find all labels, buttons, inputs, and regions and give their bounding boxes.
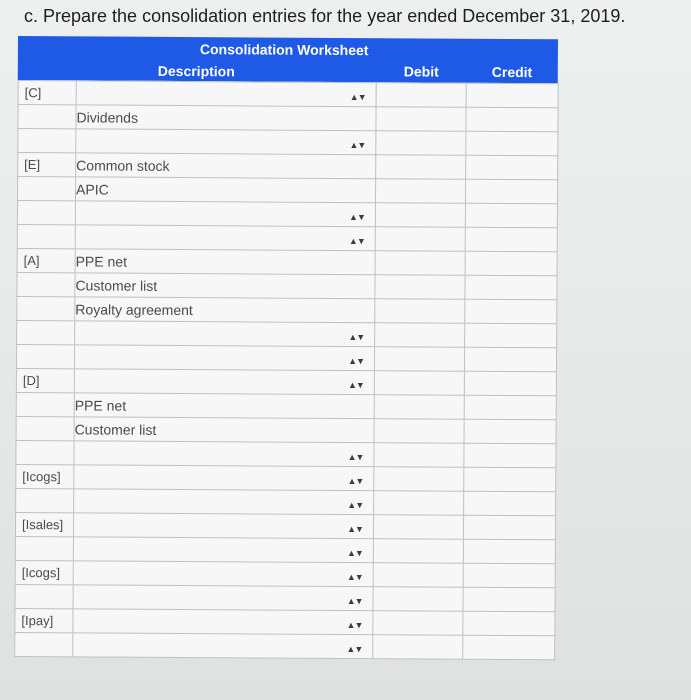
table-row [16,464,556,491]
credit-input[interactable] [464,347,556,372]
account-description: Dividends [76,105,376,131]
credit-input[interactable] [465,299,557,324]
table-row [17,248,557,275]
debit-input[interactable] [374,371,464,396]
table-row [17,177,557,204]
credit-input[interactable] [465,275,557,300]
credit-input[interactable] [464,467,556,492]
entry-label [17,200,75,224]
credit-input[interactable] [466,83,558,108]
credit-input[interactable] [464,395,556,420]
dropdown-arrow-icon: ▲▼ [346,571,363,582]
table-row [17,200,557,227]
dropdown-arrow-icon: ▲▼ [348,355,365,366]
credit-input[interactable] [464,371,556,396]
entry-label: [Ipay] [15,608,73,632]
entry-label [18,129,76,153]
dropdown-arrow-icon: ▲▼ [349,139,366,150]
account-select[interactable] [75,225,375,251]
dropdown-arrow-icon: ▲▼ [347,475,364,486]
entry-label [16,440,74,464]
entry-label: [C] [18,81,76,105]
entry-label [15,584,73,608]
table-row [18,105,558,132]
entry-label [15,632,73,656]
table-row [16,488,556,515]
credit-input[interactable] [465,323,557,348]
debit-input[interactable] [375,323,465,348]
table-row [16,440,556,467]
table-row [16,416,556,443]
debit-input[interactable] [374,347,464,372]
dropdown-arrow-icon: ▲▼ [346,619,363,630]
credit-input[interactable] [463,611,555,636]
debit-input[interactable] [374,395,464,420]
credit-input[interactable] [465,227,557,252]
account-select[interactable] [74,465,374,491]
credit-input[interactable] [463,563,555,588]
table-row [15,608,555,635]
table-row [17,320,557,347]
account-select[interactable] [73,513,373,539]
debit-column-header: Debit [403,63,439,80]
dropdown-arrow-icon: ▲▼ [348,331,365,342]
entry-label [16,344,74,368]
debit-input[interactable] [373,635,463,660]
debit-input[interactable] [373,515,463,540]
account-description: PPE net [74,393,374,419]
entry-label [16,392,74,416]
consolidation-worksheet [14,36,558,661]
worksheet-title: Consolidation Worksheet [199,41,369,59]
table-row [15,632,555,659]
credit-input[interactable] [466,131,558,156]
account-select[interactable] [75,321,375,347]
account-select[interactable] [74,441,374,467]
credit-input[interactable] [464,491,556,516]
debit-input[interactable] [376,155,466,180]
entry-label [18,105,76,129]
table-row [16,368,556,395]
table-row [17,296,557,323]
dropdown-arrow-icon: ▲▼ [346,643,363,654]
account-description: Customer list [74,417,374,443]
account-select[interactable] [76,81,376,107]
account-description: Customer list [75,273,375,299]
table-row [15,584,555,611]
credit-input[interactable] [464,443,556,468]
dropdown-arrow-icon: ▲▼ [347,499,364,510]
dropdown-arrow-icon: ▲▼ [347,523,364,534]
worksheet-header [18,36,558,83]
debit-input[interactable] [374,491,464,516]
account-description: Common stock [76,153,376,179]
dropdown-arrow-icon: ▲▼ [346,595,363,606]
account-description: PPE net [75,249,375,275]
table-row [17,272,557,299]
dropdown-arrow-icon: ▲▼ [348,379,364,390]
table-row [15,560,555,587]
account-select[interactable] [75,201,375,227]
account-description: APIC [75,177,375,203]
table-row [16,392,556,419]
table-row [15,536,555,563]
account-select[interactable] [73,633,373,659]
dropdown-arrow-icon: ▲▼ [348,235,365,246]
entry-label [17,272,75,296]
entry-label [15,536,73,560]
account-description: Royalty agreement [75,297,375,323]
table-row [18,153,558,180]
table-row [18,129,558,156]
credit-input[interactable] [463,635,555,660]
debit-input[interactable] [375,179,465,204]
debit-input[interactable] [376,131,466,156]
entry-label: [A] [17,248,75,272]
debit-input[interactable] [374,467,464,492]
credit-column-header: Credit [491,63,533,81]
dropdown-arrow-icon: ▲▼ [347,451,364,462]
credit-input[interactable] [463,515,555,540]
debit-input[interactable] [375,275,465,300]
table-row [18,81,558,108]
entry-label [16,488,74,512]
account-select[interactable] [73,561,373,587]
question-text: c. Prepare the consolidation entries for the year ended December 31, 2019. [24,6,626,26]
credit-input[interactable] [465,179,557,204]
debit-input[interactable] [375,227,465,252]
dropdown-arrow-icon: ▲▼ [349,211,365,222]
entry-label [17,320,75,344]
account-select[interactable] [74,489,374,515]
account-select[interactable] [74,369,374,395]
credit-input[interactable] [463,539,555,564]
account-select[interactable] [73,609,373,635]
entry-label [17,177,75,201]
entry-label [17,224,75,248]
debit-input[interactable] [376,107,466,132]
debit-input[interactable] [374,443,464,468]
account-select[interactable] [76,129,376,155]
credit-input[interactable] [465,251,557,276]
account-select[interactable] [74,345,374,371]
table-row [17,224,557,251]
debit-input[interactable] [373,611,463,636]
debit-input[interactable] [373,539,463,564]
dropdown-arrow-icon: ▲▼ [346,547,363,558]
entry-label: [Icogs] [15,560,73,584]
debit-input[interactable] [373,587,463,612]
credit-input[interactable] [466,107,558,132]
debit-input[interactable] [376,83,466,108]
account-select[interactable] [73,537,373,563]
entry-label: [Isales] [15,512,73,536]
table-row [16,344,556,371]
entry-label [16,416,74,440]
debit-input[interactable] [375,299,465,324]
debit-input[interactable] [373,563,463,588]
credit-input[interactable] [464,419,556,444]
entry-label: [E] [18,153,76,177]
credit-input[interactable] [463,587,555,612]
debit-input[interactable] [375,251,465,276]
description-column-header: Description [157,62,235,80]
entry-label [17,296,75,320]
debit-input[interactable] [374,419,464,444]
debit-input[interactable] [375,203,465,228]
account-select[interactable] [73,585,373,611]
table-row [15,512,555,539]
credit-input[interactable] [465,203,557,228]
entry-label: [Icogs] [16,464,74,488]
entry-label: [D] [16,368,74,392]
credit-input[interactable] [466,155,558,180]
dropdown-arrow-icon: ▲▼ [349,91,366,102]
entries-table [14,80,559,660]
